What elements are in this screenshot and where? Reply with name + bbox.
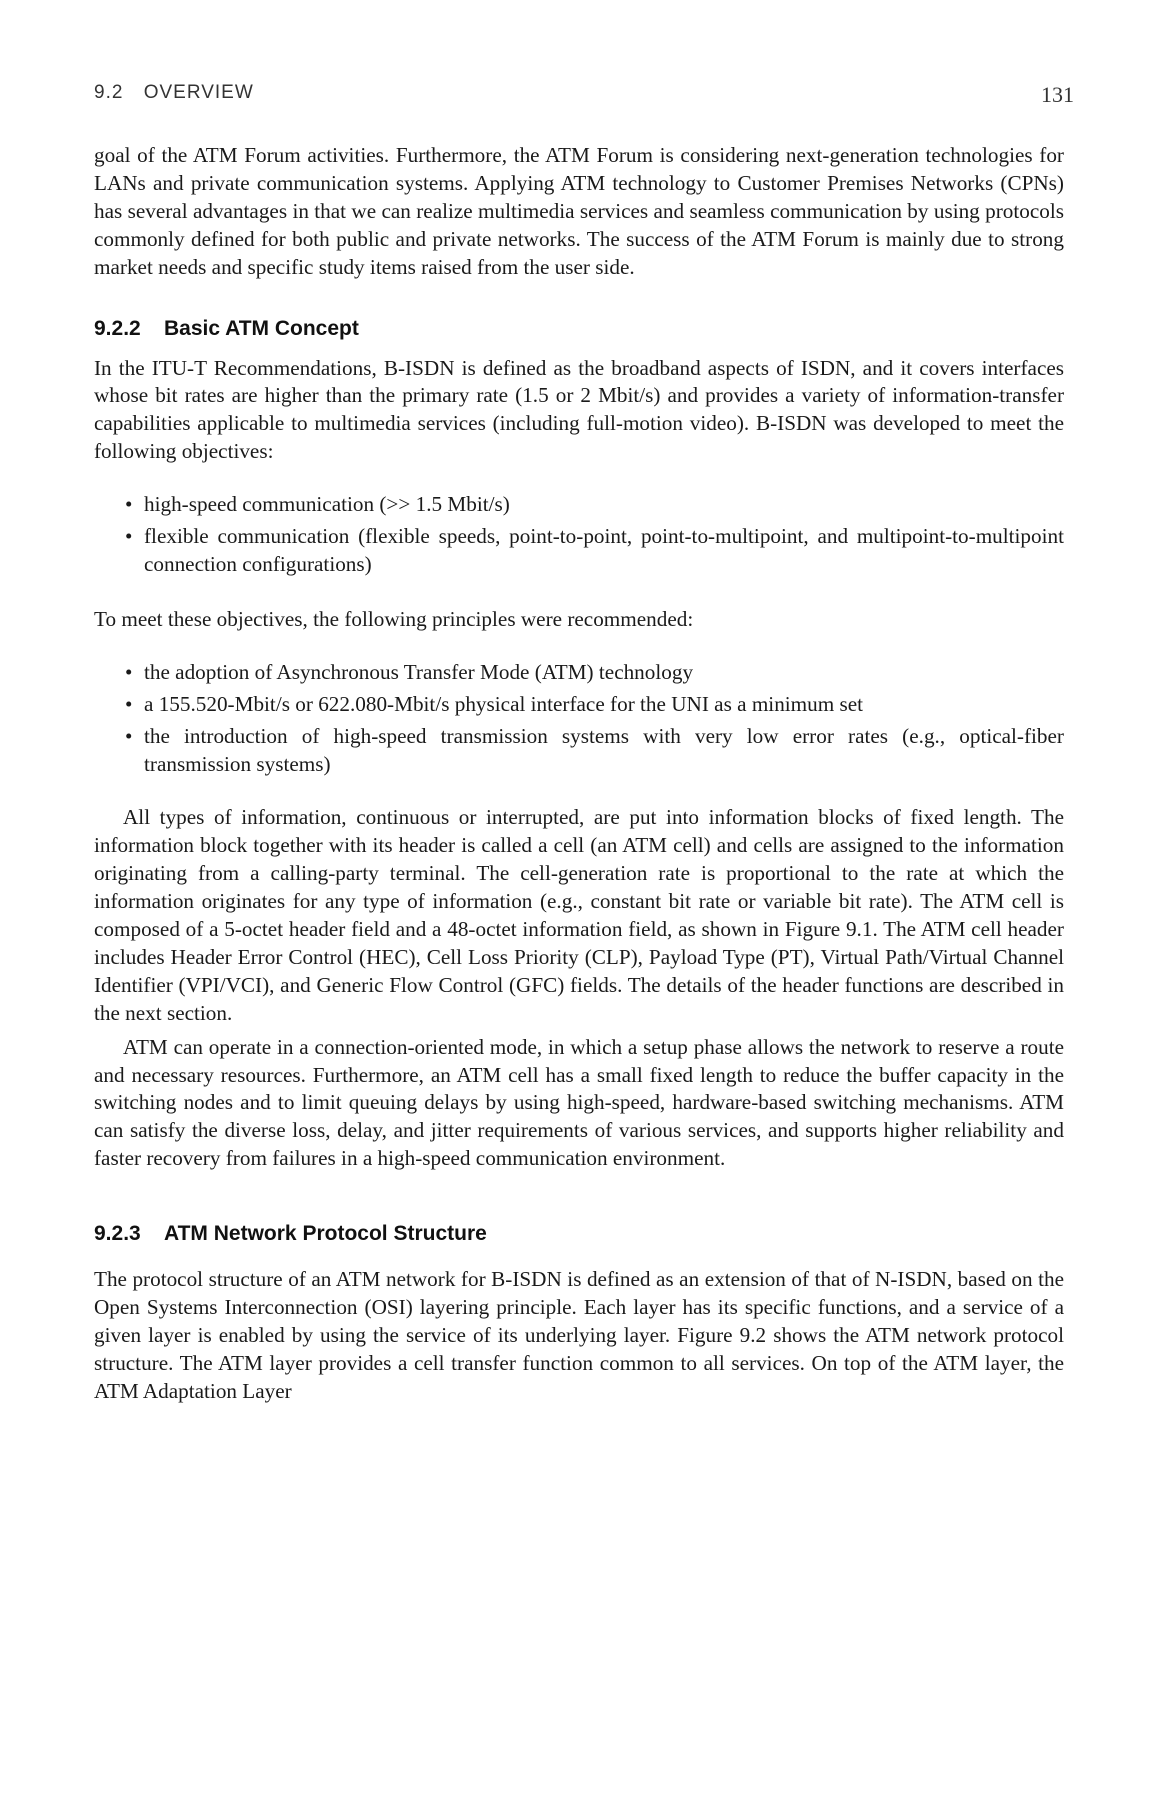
list-item: • the adoption of Asynchronous Transfer Mode (ATM) technology [94, 659, 1064, 687]
paragraph-connection-oriented: ATM can operate in a connection-oriented mode, in which a setup phase allows the network to reserve a route and necessary resources. Furthermore, an ATM cell has a small fixed length to reduce the buffer capacity in the switching nodes and to limit queuing delays by using high-speed, hardware-based switching mechanisms. ATM can satisfy the diverse loss, delay, and jitter requirements of various services, and supports higher reliability and faster recovery from failures in a high-speed communication environment. [94, 1034, 1064, 1171]
paragraph-principles-intro: To meet these objectives, the following principles were recommended: [94, 606, 694, 631]
list-item: • flexible communication (flexible speeds, point-to-point, point-to-multipoint, and multipoint-to-multipoint connection configurations) [125, 524, 1064, 576]
section-number: 9.2.3 [94, 1222, 141, 1246]
bullet-icon: • [125, 723, 133, 748]
section-title: Basic ATM Concept [164, 316, 359, 340]
list-item: • high-speed communication (>> 1.5 Mbit/s) [94, 491, 1064, 519]
section-title: ATM Network Protocol Structure [164, 1222, 487, 1246]
header-section-number: 9.2 [94, 82, 124, 103]
paragraph-atm-forum: goal of the ATM Forum activities. Furthermore, the ATM Forum is considering next-generation technologies for LANs and private communication systems. Applying ATM technology to Customer Premises Networks (CPNs) has several advantages in that we can realize multimedia services and seamless communication by using protocols commonly defined for both public and private networks. The success of the ATM Forum is mainly due to strong market needs and specific study items raised from the user side. [94, 143, 1064, 279]
section-heading-9-2-3 [94, 1220, 1064, 1248]
section-number: 9.2.2 [94, 316, 141, 340]
running-header [94, 82, 1074, 107]
page-number: 131 [1041, 82, 1074, 107]
objectives-list [94, 491, 1064, 579]
page-body [94, 142, 1064, 1406]
bullet-icon: • [125, 492, 133, 517]
header-chapter-title: OVERVIEW [143, 82, 254, 103]
paragraph-atm-cell: All types of information, continuous or interrupted, are put into information blocks of fixed length. The information block together with its header is called a cell (an ATM cell) and cells are assigned to the information originating from a calling-party terminal. The cell-generation rate is proportional to the rate at which the information originates for any type of information (e.g., constant bit rate or variable bit rate). The ATM cell is composed of a 5-octet header field and a 48-octet information field, as shown in Figure 9.1. The ATM cell header includes Header Error Control (HEC), Cell Loss Priority (CLP), Payload Type (PT), Virtual Path/Virtual Channel Identifier (VPI/VCI), and Generic Flow Control (GFC) fields. The details of the header functions are described in the next section. [94, 805, 1064, 1025]
bullet-icon: • [125, 659, 133, 684]
paragraph-protocol-structure: The protocol structure of an ATM network for B-ISDN is defined as an extension of that of N-ISDN, based on the Open Systems Interconnection (OSI) layering principle. Each layer has its specific functions, and a service of a given layer is enabled by using the service of its underlying layer. Figure 9.2 shows the ATM network protocol structure. The ATM layer provides a cell transfer function common to all services. On top of the ATM layer, the ATM Adaptation Layer [94, 1267, 1064, 1403]
list-item: • the introduction of high-speed transmission systems with very low error rates (e.g., optical-fiber transmission systems) [125, 723, 1064, 776]
paragraph-b-isdn-definition: In the ITU-T Recommendations, B-ISDN is defined as the broadband aspects of ISDN, and it covers interfaces whose bit rates are higher than the primary rate (1.5 or 2 Mbit/s) and provides a variety of information-transfer capabilities applicable to multimedia services (including full-motion video). B-ISDN was developed to meet the following objectives: [94, 355, 1064, 464]
bullet-icon: • [125, 524, 133, 549]
bullet-icon: • [125, 691, 133, 716]
principles-list [94, 659, 1064, 779]
list-item: • a 155.520-Mbit/s or 622.080-Mbit/s physical interface for the UNI as a minimum set [94, 691, 1064, 719]
section-heading-9-2-2 [94, 315, 1064, 343]
